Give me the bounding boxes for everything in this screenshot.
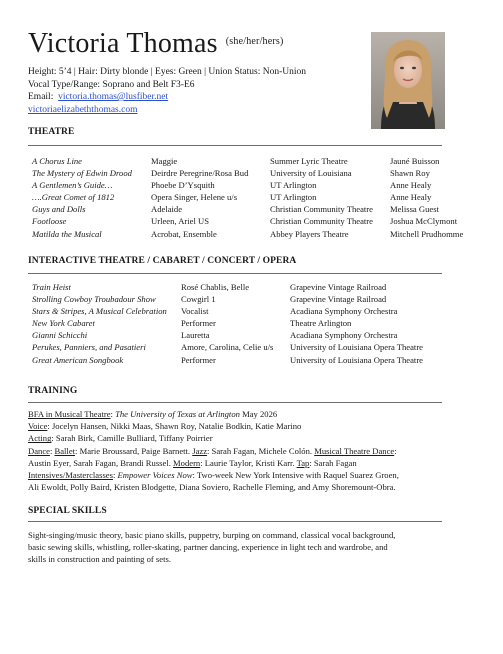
skills-rule [28, 521, 442, 522]
role: Phoebe D’Ysquith [151, 180, 215, 191]
email-line [28, 91, 306, 104]
company: UT Arlington [270, 180, 317, 191]
skills-line: Sight-singing/music theory, basic piano skills, puppetry, burping on command, classical vocal background, [28, 530, 396, 540]
intensives-text: : Two-week New York Intensive with Raquel Suarez Groen, [192, 470, 399, 481]
role: Urleen, Ariel US [151, 216, 209, 227]
role: Adelaide [151, 204, 183, 215]
acting-label: Acting [28, 433, 52, 444]
director: Anne Healy [390, 192, 432, 203]
degree-year: May 2026 [242, 409, 278, 419]
tap-teachers: : Sarah Fagan [309, 457, 357, 468]
training-dance-cont [28, 457, 448, 469]
company: Abbey Players Theatre [270, 228, 349, 239]
company: Theatre Arlington [290, 318, 352, 329]
company: Summer Lyric Theatre [270, 156, 348, 166]
role: Cowgirl 1 [181, 294, 216, 305]
voice-teachers: : Jocelyn Hansen, Nikki Maas, Shawn Roy, Natalie Bodkin, Katie Marino [47, 421, 302, 432]
director: Mitchell Prudhomme [390, 228, 464, 239]
company: Acadiana Symphony Orchestra [290, 306, 398, 317]
training-acting [28, 432, 448, 444]
company: University of Louisiana Opera Theatre [290, 342, 423, 353]
role: Lauretta [181, 330, 210, 341]
role: Performer [181, 354, 216, 365]
website-line [28, 104, 306, 117]
intensives-label: Intensives/Masterclasses [28, 470, 113, 481]
show-title: A Chorus Line [32, 156, 82, 166]
company: UT Arlington [270, 192, 317, 203]
skills-line: skills in construction and painting of sets. [28, 554, 171, 565]
mtdance-label: Musical Theatre Dance [314, 445, 395, 456]
training-heading: TRAINING [28, 386, 78, 396]
interactive-rule [28, 273, 442, 274]
show-title: Matilda the Musical [32, 228, 102, 239]
degree-school: The University of Texas at Arlington [115, 409, 240, 419]
show-title: Perukes, Panniers, and Pasatieri [32, 342, 146, 353]
stats-line: Height: 5’4 | Hair: Dirty blonde | Eyes: Green | Union Status: Non-Union [28, 67, 306, 77]
show-title: Footloose [32, 216, 67, 227]
degree-label: BFA in Musical Theatre [28, 409, 111, 419]
show-title: Strolling Cowboy Troubadour Show [32, 294, 156, 305]
role: Rosé Chablis, Belle [181, 282, 250, 292]
pronouns: (she/her/hers) [225, 36, 284, 47]
skills-line: basic sewing skills, whistling, roller-skating, partner dancing, experience in light tech and wardrobe, and [28, 542, 388, 553]
role: Vocalist [181, 306, 209, 317]
headshot-image [371, 32, 445, 129]
company: Grapevine Vintage Railroad [290, 294, 387, 305]
role: Amore, Carolina, Celie u/s [181, 342, 274, 353]
show-title: Train Heist [32, 282, 71, 292]
resume-name [28, 28, 284, 60]
tap-label: Tap [296, 457, 310, 468]
training-degree: BFA in Musical Theatre: The University of Texas at Arlington May 2026 [28, 409, 278, 419]
training-intensives-cont: Ali Ewoldt, Polly Baird, Kristen Blodgette, Diana Soviero, Rachelle Fleming, and Amy Shoremount-Obra. [28, 482, 396, 493]
show-title: The Mystery of Edwin Drood [32, 168, 132, 179]
company: University of Louisiana [270, 168, 352, 179]
training-dance: Dance: Ballet: Marie Broussard, Paige Barnett. Jazz: Sarah Fagan, Michele Colón. Musical Theatre Dance: [28, 445, 397, 456]
dance-label: Dance [28, 445, 50, 456]
jazz-teachers: : Sarah Fagan, Michele Colón. [207, 445, 315, 456]
show-title: Great American Songbook [32, 354, 124, 365]
role: Performer [181, 318, 216, 329]
director: Anne Healy [390, 180, 432, 191]
empower-title: Empower Voices Now [117, 470, 193, 481]
show-title: Stars & Stripes, A Musical Celebration [32, 306, 167, 317]
name-text: Victoria Thomas [28, 28, 218, 59]
company: Christian Community Theatre [270, 216, 373, 227]
theatre-heading: THEATRE [28, 127, 75, 137]
role: Opera Singer, Helene u/s [151, 192, 238, 203]
training-rule [28, 402, 442, 403]
company: Acadiana Symphony Orchestra [290, 330, 398, 341]
director: Shawn Roy [390, 168, 430, 179]
show-title: Guys and Dolls [32, 204, 86, 215]
role: Deirdre Peregrine/Rosa Bud [151, 168, 249, 179]
ballet-label: Ballet [54, 445, 76, 456]
role: Maggie [151, 156, 178, 166]
contact-info [28, 66, 306, 116]
company: University of Louisiana Opera Theatre [290, 354, 423, 365]
ballet-teachers: : Marie Broussard, Paige Barnett. [75, 445, 193, 456]
show-title: Gianni Schicchi [32, 330, 88, 341]
voice-label: Voice [28, 421, 48, 432]
director: Joshua McClymont [390, 216, 458, 227]
skills-block [28, 529, 448, 566]
modern-teachers: : Laurie Taylor, Kristi Karr. [200, 457, 297, 468]
director: Jauné Buisson [390, 156, 440, 166]
vocal-line: Vocal Type/Range: Soprano and Belt F3-E6 [28, 79, 195, 90]
headshot-photo [371, 32, 445, 129]
company: Grapevine Vintage Railroad [290, 282, 387, 292]
acting-teachers: : Sarah Birk, Camille Bulliard, Tiffany Poirrier [51, 433, 213, 444]
show-title: A Gentlemen’s Guide… [32, 180, 113, 191]
website-link[interactable]: victoriaelizabeththomas.com [28, 104, 138, 115]
company: Christian Community Theatre [270, 204, 373, 215]
training-voice [28, 420, 448, 432]
skills-heading: SPECIAL SKILLS [28, 506, 107, 516]
email-link[interactable]: victoria.thomas@lusfiber.net [58, 92, 169, 102]
theatre-rule [28, 145, 442, 146]
modern-label: Modern [173, 457, 201, 468]
show-title: ….Great Comet of 1812 [32, 192, 115, 203]
email-label: Email: [28, 92, 54, 102]
director: Melissa Guest [390, 204, 439, 215]
show-title: New York Cabaret [32, 318, 95, 329]
interactive-heading: INTERACTIVE THEATRE / CABARET / CONCERT / OPERA [28, 256, 297, 266]
role: Acrobat, Ensemble [151, 228, 217, 239]
jazz-label: Jazz [192, 445, 208, 456]
training-intensives: Intensives/Masterclasses: Empower Voices Now: Two-week New York Intensive with Raquel Suarez Groen, [28, 470, 399, 481]
training-block [28, 408, 448, 493]
mtdance-teachers: Austin Eyer, Sarah Fagan, Brandi Russel. [28, 457, 174, 468]
